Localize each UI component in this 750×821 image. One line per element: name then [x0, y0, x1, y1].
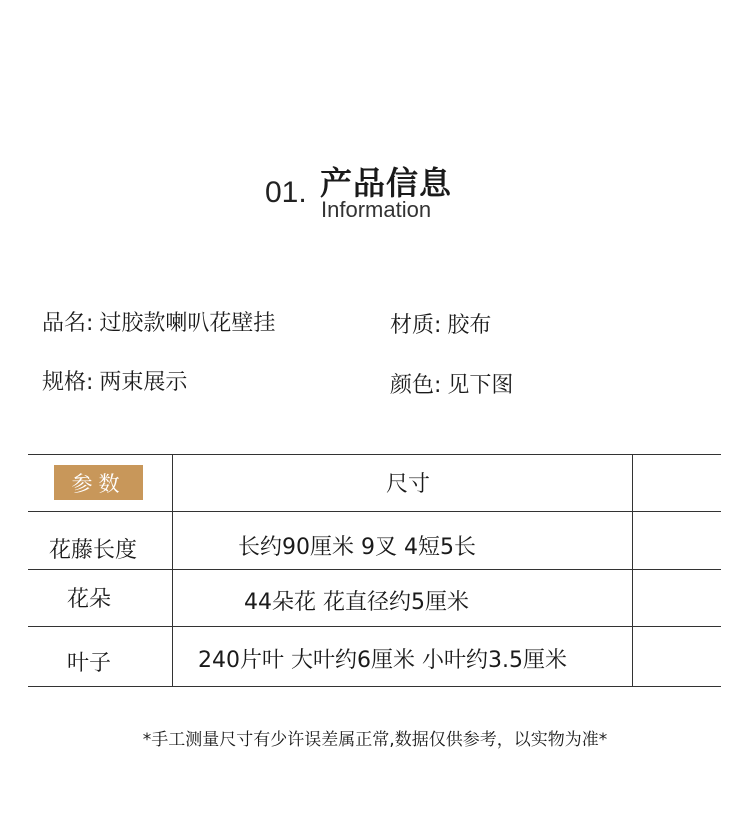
- section-title: 产品信息: [320, 164, 453, 202]
- column-header-size: 尺寸: [386, 472, 431, 497]
- spec-value: 见下图: [447, 373, 514, 398]
- table-border-top: [28, 454, 721, 455]
- row-value-vine-length: 长约90厘米 9叉 4短5长: [238, 535, 476, 560]
- spec-label: 规格:: [42, 370, 94, 395]
- table-column-divider: [632, 454, 633, 687]
- spec-size: [42, 365, 187, 396]
- params-badge: 参数: [54, 465, 143, 500]
- spec-label: 品名:: [42, 311, 94, 336]
- table-column-divider: [172, 454, 173, 687]
- measurement-note: *手工测量尺寸有少许误差属正常,数据仅供参考，以实物为准*: [142, 730, 608, 750]
- params-table: [28, 454, 721, 687]
- table-rule: [28, 569, 721, 570]
- table-border-bottom: [28, 686, 721, 687]
- section-number: 01.: [265, 176, 307, 209]
- table-rule: [28, 511, 721, 512]
- spec-value: 过胶款喇叭花壁挂: [99, 311, 276, 336]
- spec-material: [390, 308, 491, 339]
- spec-value: 胶布: [447, 313, 492, 338]
- row-label-vine-length: 花藤长度: [49, 538, 138, 563]
- row-label-leaves: 叶子: [67, 651, 112, 676]
- section-heading: [0, 0, 750, 260]
- row-value-leaves: 240片叶 大叶约6厘米 小叶约3.5厘米: [198, 648, 567, 673]
- spec-label: 颜色:: [390, 373, 442, 398]
- spec-color: [390, 368, 513, 399]
- row-label-flowers: 花朵: [67, 587, 112, 612]
- row-value-flowers: 44朵花 花直径约5厘米: [244, 590, 469, 615]
- spec-value: 两束展示: [99, 370, 188, 395]
- spec-label: 材质:: [390, 313, 442, 338]
- table-rule: [28, 626, 721, 627]
- spec-product-name: [42, 306, 275, 337]
- section-subtitle: Information: [321, 197, 432, 222]
